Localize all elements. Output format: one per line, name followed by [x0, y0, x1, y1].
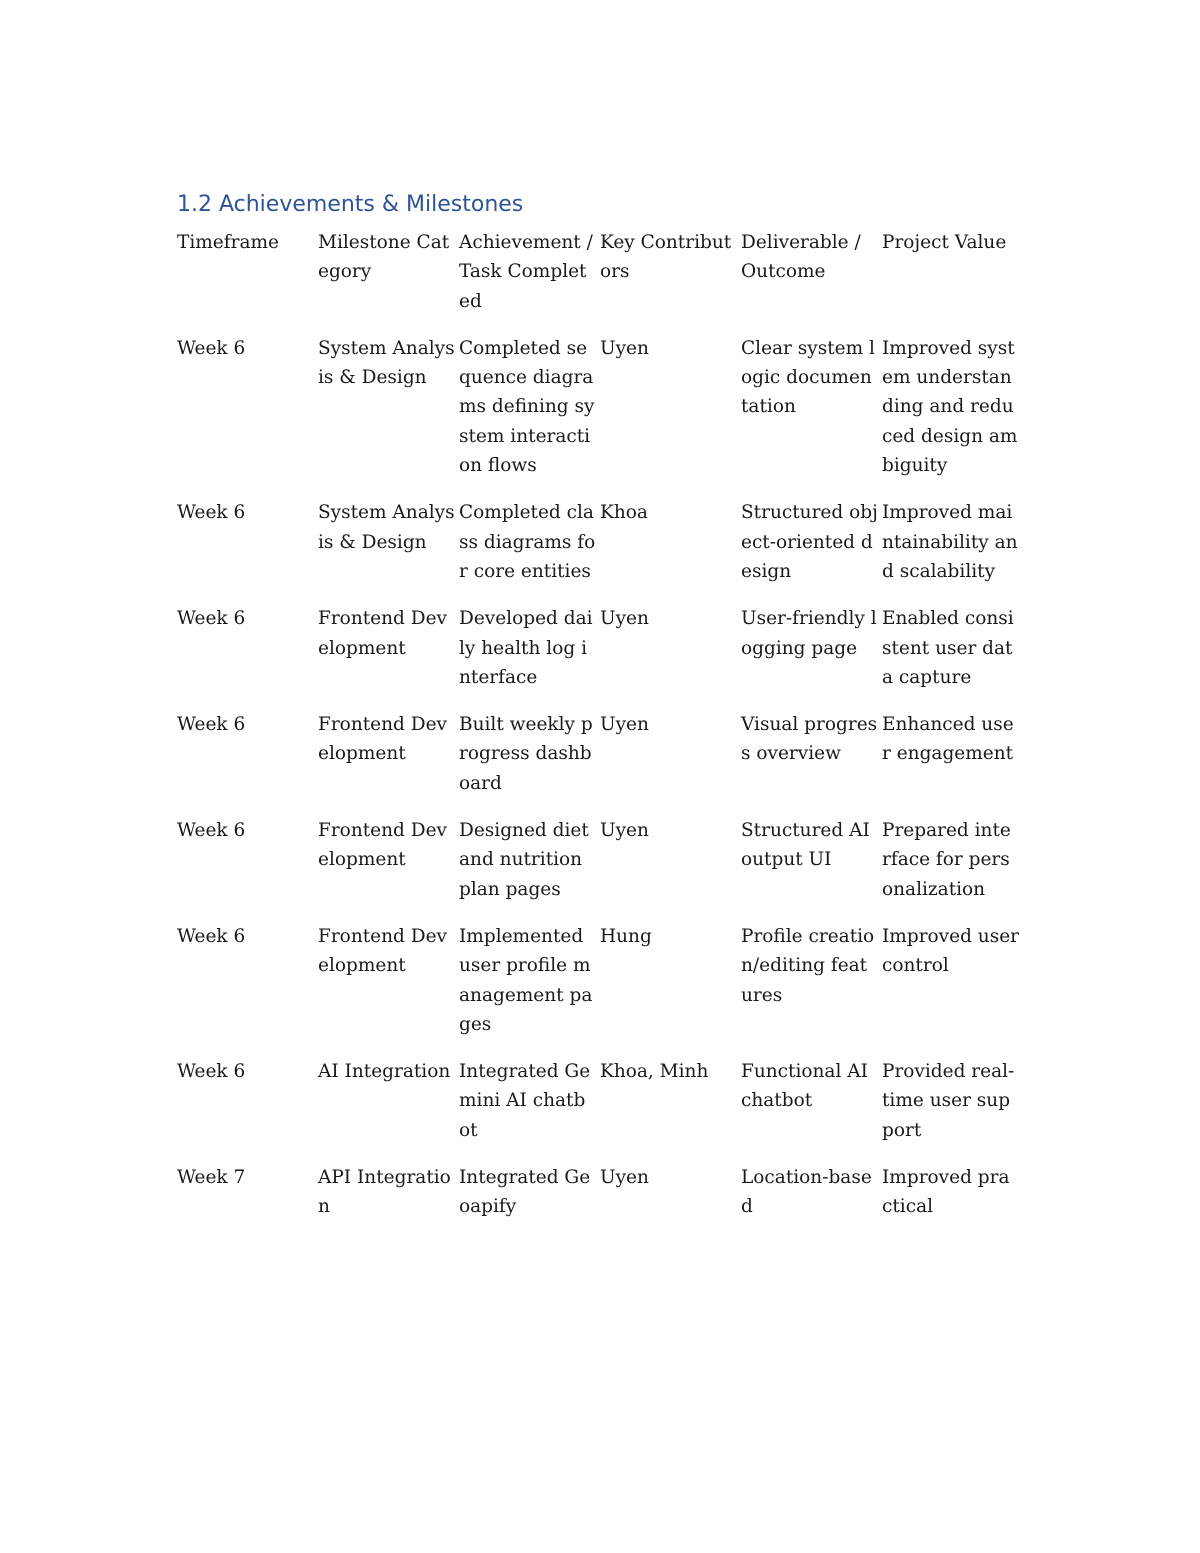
cell-value: Enabled consistent user data capture: [882, 608, 1014, 688]
cell-timeframe: Week 6: [177, 714, 246, 736]
cell-achievement: Implemented user profile management pages: [459, 925, 593, 1035]
cell-deliverable: Structured object-oriented design: [741, 502, 878, 582]
cell-deliverable: Structured AI output UI: [741, 820, 870, 871]
cell-contributors: Uyen: [600, 714, 649, 736]
cell-value: Provided real-time user support: [882, 1061, 1015, 1141]
cell-achievement: Developed daily health log interface: [459, 608, 593, 688]
cell-category: Frontend Development: [318, 820, 447, 871]
cell-achievement: Designed diet and nutrition plan pages: [459, 820, 589, 900]
cell-achievement: Integrated Geoapify: [459, 1167, 591, 1218]
cell-deliverable: User-friendly logging page: [741, 608, 877, 659]
cell-achievement: Completed class diagrams for core entities: [459, 502, 596, 582]
cell-category: API Integration: [318, 1167, 451, 1218]
cell-value: Enhanced user engagement: [882, 714, 1014, 765]
cell-timeframe: Week 6: [177, 925, 246, 947]
cell-value: Improved practical: [882, 1167, 1010, 1218]
table-row: [177, 816, 1023, 922]
table-row: [177, 710, 1023, 816]
cell-value: Improved maintainability and scalability: [882, 502, 1018, 582]
cell-category: Frontend Development: [318, 925, 447, 977]
cell-contributors: Uyen: [600, 608, 649, 630]
column-header-key-contributors: Key Contributors: [600, 232, 732, 283]
cell-category: AI Integration: [318, 1061, 451, 1083]
cell-category: System Analysis & Design: [318, 502, 455, 553]
cell-deliverable: Location-based: [741, 1167, 872, 1218]
section-heading: 1.2 Achievements & Milestones: [177, 192, 524, 217]
cell-contributors: Khoa: [600, 502, 648, 524]
table-row: [177, 604, 1023, 710]
table-row: [177, 922, 1023, 1057]
cell-timeframe: Week 6: [177, 502, 246, 524]
column-header-milestone-category: Milestone Category: [318, 232, 450, 283]
column-header-achievement: Achievement / Task Completed: [459, 232, 593, 312]
table-row: [177, 1163, 1023, 1240]
cell-timeframe: Week 6: [177, 820, 246, 842]
cell-deliverable: Clear system logic documentation: [741, 337, 875, 418]
cell-value: Improved user control: [882, 925, 1019, 977]
document-page: [177, 190, 1037, 1240]
milestones-table: [177, 228, 1023, 1240]
cell-timeframe: Week 6: [177, 608, 246, 630]
cell-contributors: Uyen: [600, 820, 649, 842]
cell-value: Improved system understanding and reduced design ambiguity: [882, 337, 1018, 477]
cell-contributors: Uyen: [600, 1167, 649, 1189]
cell-contributors: Uyen: [600, 337, 649, 359]
cell-achievement: Integrated Gemini AI chatbot: [459, 1061, 591, 1141]
column-header-timeframe: Timeframe: [177, 232, 279, 253]
cell-deliverable: Profile creation/editing features: [741, 925, 875, 1006]
cell-timeframe: Week 6: [177, 337, 246, 359]
cell-category: Frontend Development: [318, 608, 447, 659]
table-row: [177, 334, 1023, 498]
cell-contributors: Khoa, Minh: [600, 1061, 709, 1083]
cell-contributors: Hung: [600, 925, 652, 947]
table-row: [177, 498, 1023, 604]
cell-deliverable: Visual progress overview: [741, 714, 878, 765]
cell-achievement: Built weekly progress dashboard: [459, 714, 593, 794]
column-header-deliverable: Deliverable / Outcome: [741, 232, 861, 283]
cell-category: Frontend Development: [318, 714, 447, 765]
column-header-project-value: Project Value: [882, 232, 1007, 253]
cell-achievement: Completed sequence diagrams defining system interaction flows: [459, 337, 595, 477]
cell-timeframe: Week 6: [177, 1061, 246, 1083]
cell-category: System Analysis & Design: [318, 337, 455, 389]
cell-timeframe: Week 7: [177, 1167, 246, 1189]
table-row: [177, 1057, 1023, 1163]
cell-value: Prepared interface for personalization: [882, 820, 1011, 900]
cell-deliverable: Functional AI chatbot: [741, 1061, 868, 1112]
table-header-row: [177, 228, 1023, 334]
